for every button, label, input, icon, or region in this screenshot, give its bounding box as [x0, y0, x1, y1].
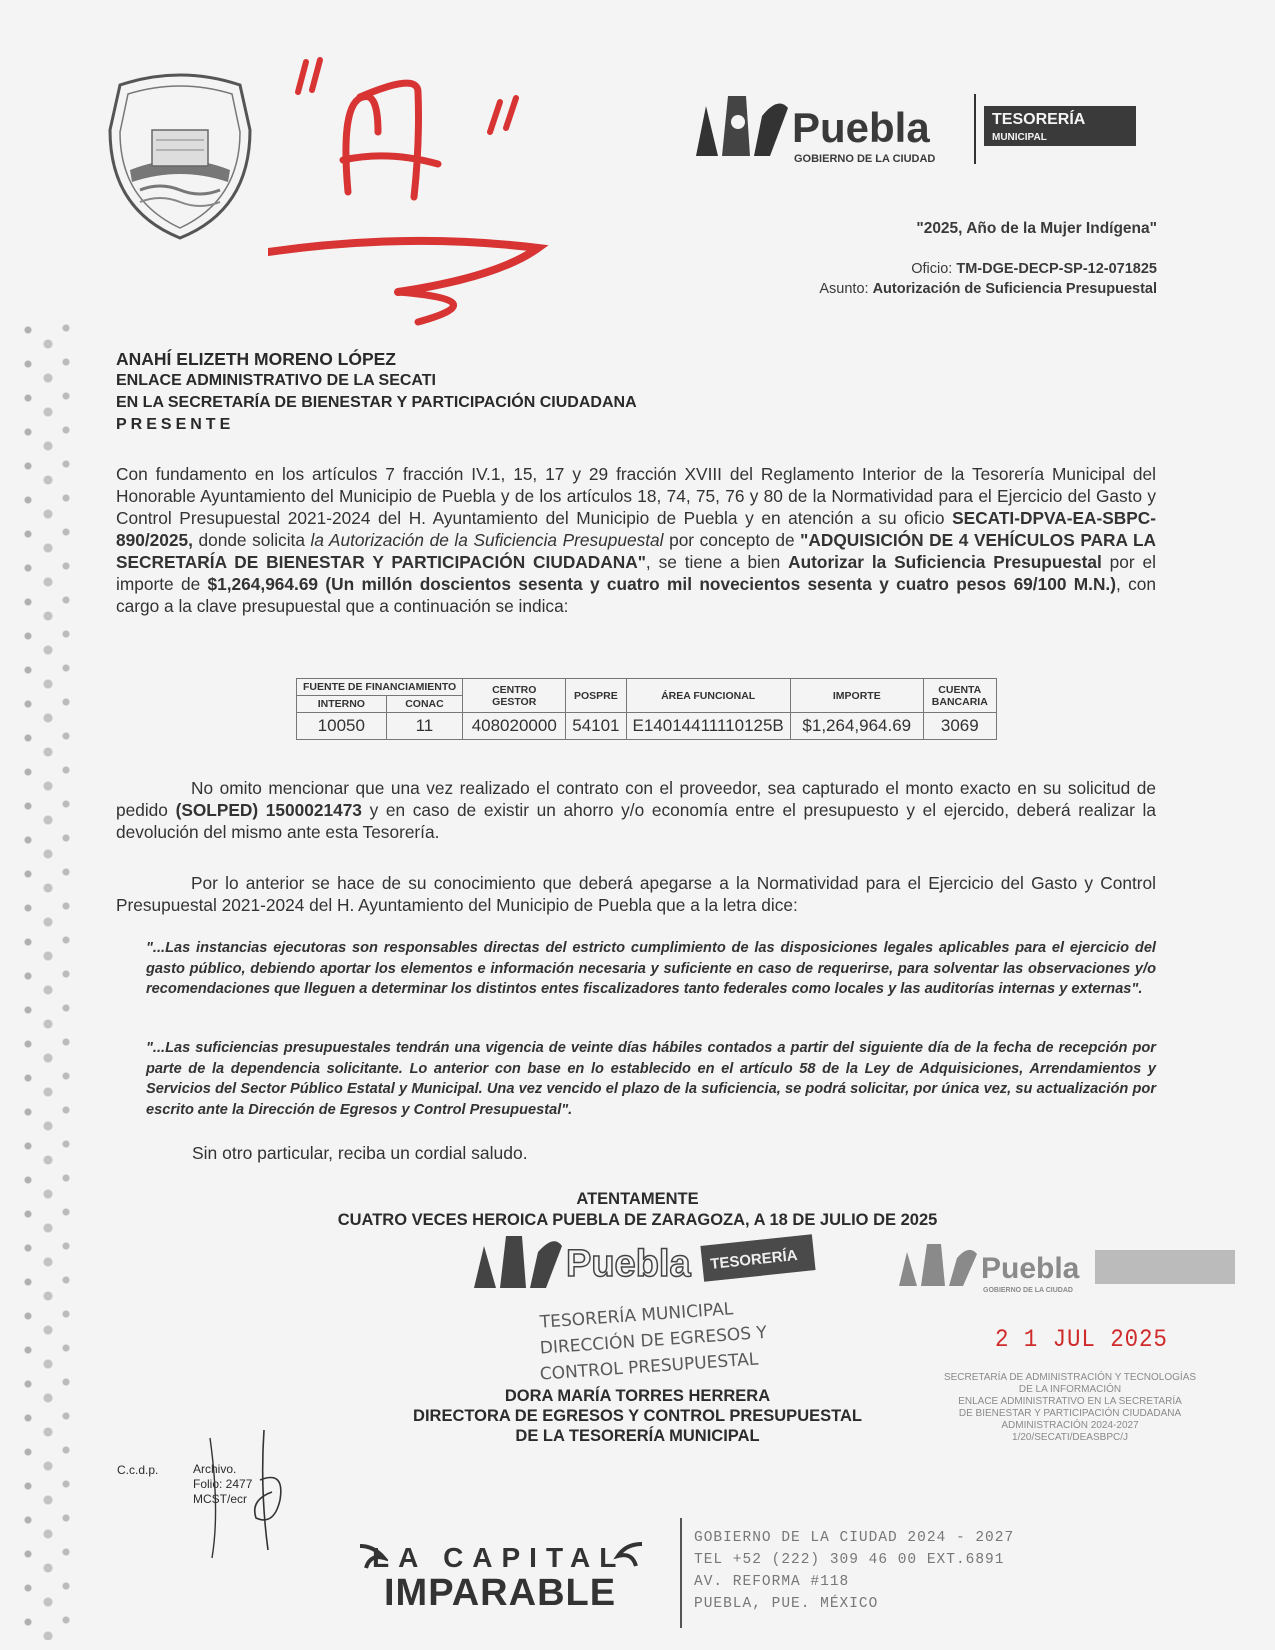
signer-title-2: DE LA TESORERÍA MUNICIPAL	[515, 1427, 760, 1445]
svg-text:GOBIERNO DE LA CIUDAD: GOBIERNO DE LA CIUDAD	[794, 153, 936, 165]
svg-text:Puebla: Puebla	[566, 1243, 691, 1285]
addressee-line-1: ENLACE ADMINISTRATIVO DE LA SECATI	[116, 372, 436, 389]
contact-line-4: PUEBLA, PUE. MÉXICO	[694, 1596, 879, 1612]
svg-text:Puebla: Puebla	[981, 1252, 1080, 1285]
atentamente: ATENTAMENTE	[576, 1190, 699, 1208]
secretaria-line-4: DE BIENESTAR Y PARTICIPACIÓN CIUDADANA	[958, 1408, 1182, 1419]
svg-text:Puebla: Puebla	[792, 104, 930, 151]
initials: MCST/ecr	[193, 1492, 247, 1506]
capital-slogan-line-2: IMPARABLE	[384, 1572, 617, 1614]
archive-label: Archivo.	[193, 1462, 237, 1476]
p1-concept: "ADQUISICIÓN DE 4 VEHÍCULOS PARA LA SECRETARÍA DE BIENESTAR Y PARTICIPACIÓN CIUDADANA"	[116, 530, 1156, 572]
handwritten-signature	[190, 1430, 300, 1560]
p1-amount: $1,264,964.69 (Un millón doscientos sesenta y cuatro mil novecientos sesenta y cuatro pesos 69/100 M.N.)	[207, 574, 1116, 594]
p1-italic: la Autorización de la Suficiencia Presupuestal	[310, 530, 664, 550]
paragraph-solped	[116, 777, 1156, 843]
oficio-line	[911, 261, 1157, 277]
signer-title-1: DIRECTORA DE EGRESOS Y CONTROL PRESUPUESTAL	[413, 1407, 862, 1425]
p2-text-b: y en caso de existir un ahorro y/o economía entre el presupuesto y el ejercido, deberá realizar la devolución del mismo ante esta Tesorería.	[116, 800, 1156, 842]
secretaria-line-5: ADMINISTRACIÓN 2024-2027	[1001, 1420, 1139, 1431]
p1-text-e: por el importe de	[116, 552, 1156, 594]
quote-ejecutoras: "...Las instancias ejecutoras son responsables directas del estricto cumplimiento de las disposiciones legales aplicables para el ejercicio del gasto público, debiendo aportar los elementos e información necesaria y suficiente en caso de requerirse, para solventar las observaciones y/o recomendaciones que lleguen a determinar los distintos entes fiscalizadores tanto federales como locales y las auditorías internas y externas".	[146, 940, 1156, 997]
addressee-line-2: EN LA SECRETARÍA DE BIENESTAR Y PARTICIPACIÓN CIUDADANA	[116, 394, 637, 411]
cell-importe: $1,264,964.69	[790, 713, 923, 740]
folio-number: Folio: 2477	[193, 1477, 253, 1491]
received-stamp-logo	[895, 1232, 1240, 1302]
addressee-name: ANAHÍ ELIZETH MORENO LÓPEZ	[116, 349, 396, 369]
svg-text:TESORERÍA: TESORERÍA	[709, 1246, 799, 1273]
secretaria-line-2: DE LA INFORMACIÓN	[1018, 1384, 1122, 1395]
th-interno: INTERNO	[297, 696, 387, 713]
p1-text-c: por concepto de	[669, 530, 795, 550]
asunto-line	[819, 281, 1157, 297]
p1-text-f: , con cargo a la clave presupuestal que a continuación se indica:	[116, 574, 1156, 616]
cell-cuenta: 3069	[923, 713, 996, 740]
paragraph-normatividad: Por lo anterior se hace de su conocimiento que deberá apegarse a la Normatividad para el Ejercicio del Gasto y Control Presupuestal 2021-2024 del H. Ayuntamiento del Municipio de Puebla que a la letra dice:	[116, 873, 1156, 915]
handwritten-red-a-mark	[268, 52, 588, 327]
signer-name: DORA MARÍA TORRES HERRERA	[504, 1387, 771, 1405]
puebla-tesoreria-logo	[688, 86, 1148, 172]
secretaria-line-3: ENLACE ADMINISTRATIVO EN LA SECRETARÍA	[958, 1396, 1182, 1407]
contact-line-3: AV. REFORMA #118	[694, 1574, 850, 1590]
svg-text:CONTROL PRESUPUESTAL: CONTROL PRESUPUESTAL	[539, 1349, 759, 1385]
year-tagline: "2025, Año de la Mujer Indígena"	[916, 220, 1157, 237]
paragraph-fundamento	[116, 463, 1156, 617]
secretaria-stamp-text	[905, 1372, 1235, 1444]
th-fuente: FUENTE DE FINANCIAMIENTO	[297, 679, 463, 696]
cell-conac: 11	[386, 713, 463, 740]
tesoreria-stamp	[470, 1228, 830, 1386]
th-conac: CONAC	[386, 696, 463, 713]
closing-greeting: Sin otro particular, reciba un cordial saludo.	[192, 1143, 528, 1163]
th-centro: CENTRO GESTOR	[463, 679, 566, 713]
asunto-value: Autorización de Suficiencia Presupuestal	[872, 281, 1157, 297]
municipal-seal-icon	[100, 70, 260, 242]
quote-vigencia: "...Las suficiencias presupuestales tendrán una vigencia de veinte días hábiles contados a partir del siguiente día de la fecha de recepción por parte de la dependencia solicitante. Lo anterior con base en lo establecido en el artículo 58 de la Ley de Adquisiciones, Arrendamientos y Servicios del Sector Público Estatal y Municipal. Una vez vencido el plazo de la suficiencia, se podrá solicitar, por única vez, su actualización por escrito ante la Dirección de Egresos y Control Presupuestal".	[146, 1040, 1156, 1118]
svg-text:GOBIERNO DE LA CIUDAD: GOBIERNO DE LA CIUDAD	[983, 1287, 1073, 1294]
secretaria-line-6: 1/20/SECATI/DEASBPC/J	[1012, 1432, 1128, 1443]
svg-text:TESORERÍA MUNICIPAL: TESORERÍA MUNICIPAL	[539, 1299, 734, 1333]
ccdp-label: C.c.d.p.	[117, 1463, 159, 1477]
cell-centro: 408020000	[463, 713, 566, 740]
svg-text:MUNICIPAL: MUNICIPAL	[992, 132, 1047, 143]
addressee-presente: PRESENTE	[116, 416, 235, 433]
city-date-line: CUATRO VECES HEROICA PUEBLA DE ZARAGOZA, A 18 DE JULIO DE 2025	[337, 1211, 938, 1229]
p1-oficio-ref: SECATI-DPVA-EA-SBPC-890/2025,	[116, 508, 1156, 550]
cell-area: E14014411110125B	[626, 713, 790, 740]
th-cuenta: CUENTA BANCARIA	[923, 679, 996, 713]
oficio-label: Oficio:	[911, 261, 953, 277]
oficio-number: TM-DGE-DECP-SP-12-071825	[956, 261, 1157, 277]
capital-right-flourish-icon	[612, 1540, 646, 1570]
capital-slogan-line-1: LA CAPITAL	[372, 1542, 626, 1573]
p1-text-d: , se tiene a bien	[645, 552, 781, 572]
th-pospre: POSPRE	[566, 679, 626, 713]
addressee-block	[116, 348, 637, 436]
budget-key-table	[296, 678, 997, 740]
received-date-stamp: 2 1 JUL 2025	[995, 1325, 1168, 1354]
p2-solped: (SOLPED) 1500021473	[175, 800, 362, 820]
contact-line-1: GOBIERNO DE LA CIUDAD 2024 - 2027	[694, 1530, 1015, 1546]
p1-text-a: Con fundamento en los artículos 7 fracción IV.1, 15, 17 y 29 fracción XVIII del Reglamento Interior de la Tesorería Municipal del Honorable Ayuntamiento del Municipio de Puebla y de los artículos 18, 74, 75, 76 y 80 de la Normatividad para el Ejercicio del Gasto y Control Presupuestal 2021-2024 del H. Ayuntamiento del Municipio de Puebla y en atención a su oficio	[116, 464, 1156, 528]
p1-text-b: donde solicita	[198, 530, 305, 550]
p2-text-a: No omito mencionar que una vez realizado el contrato con el proveedor, sea capturado el monto exacto en su solicitud de pedido	[116, 778, 1156, 820]
th-area: ÁREA FUNCIONAL	[626, 679, 790, 713]
cell-interno: 10050	[297, 713, 387, 740]
p1-authorization: Autorizar la Suficiencia Presupuestal	[788, 552, 1102, 572]
table-row	[297, 713, 997, 740]
contact-line-2: TEL +52 (222) 309 46 00 EXT.6891	[694, 1552, 1005, 1568]
svg-text:TESORERÍA: TESORERÍA	[992, 111, 1086, 128]
th-importe: IMPORTE	[790, 679, 923, 713]
asunto-label: Asunto:	[819, 281, 869, 297]
secretaria-line-1: SECRETARÍA DE ADMINISTRACIÓN Y TECNOLOGÍAS	[943, 1372, 1197, 1383]
cell-pospre: 54101	[566, 713, 626, 740]
svg-text:DIRECCIÓN DE EGRESOS Y: DIRECCIÓN DE EGRESOS Y	[539, 1322, 768, 1359]
footer-divider	[680, 1518, 682, 1628]
